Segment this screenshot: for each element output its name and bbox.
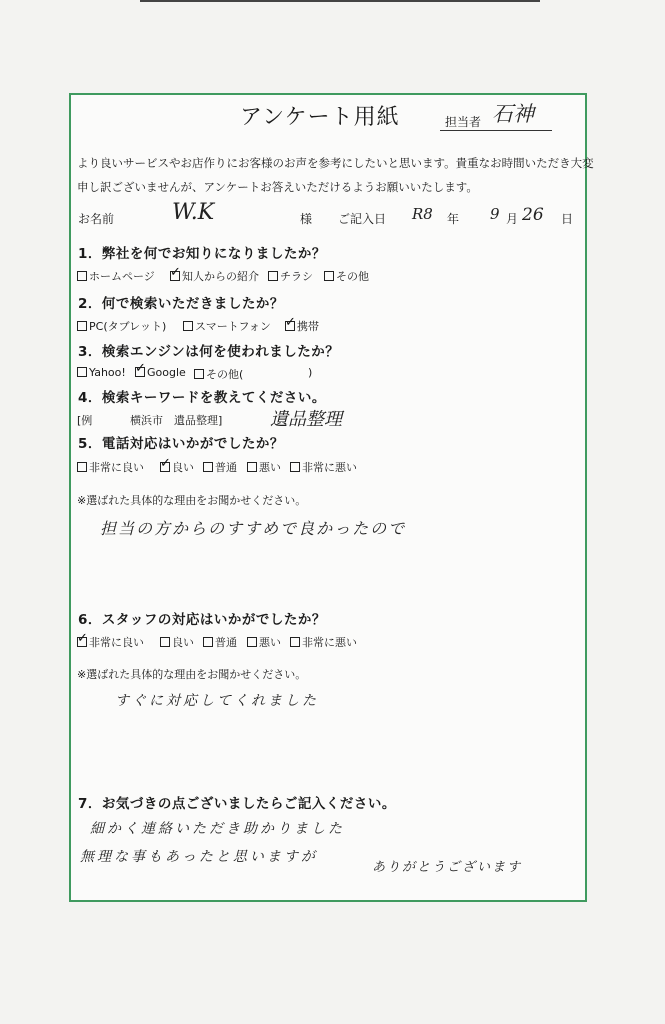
q1-option-referral[interactable]: ✓ 知人からの紹介	[170, 268, 259, 284]
sama-label: 様	[300, 212, 313, 226]
q7-comment-line-1: 細かく連絡いただき助かりました	[90, 821, 345, 837]
q7-title: 7．お気づきの点ございましたらご記入ください。	[78, 796, 396, 812]
q4-example-label: [例	[77, 414, 93, 427]
checkbox[interactable]	[290, 462, 300, 472]
checkbox[interactable]	[77, 462, 87, 472]
form-title: アンケート用紙	[240, 105, 400, 130]
q6-option-average[interactable]: 普通	[203, 634, 237, 650]
checkbox[interactable]	[183, 321, 193, 331]
q6-title: 6．スタッフの対応はいかがでしたか？	[78, 612, 326, 628]
checkbox[interactable]	[160, 637, 170, 647]
q6-reason-handwritten: すぐに対応してくれました	[115, 693, 319, 709]
q5-option-bad[interactable]: 悪い	[247, 459, 281, 475]
checkbox[interactable]	[290, 637, 300, 647]
q5-title: 5．電話対応はいかがでしたか？	[78, 436, 284, 452]
q7-comment-line-3: ありがとうございます	[372, 860, 523, 875]
checkbox-checked[interactable]	[135, 367, 145, 377]
q6-option-good[interactable]: 良い	[160, 634, 194, 650]
q5-option-good[interactable]: ✓ 良い	[160, 459, 194, 475]
day-handwritten: 26	[522, 205, 544, 225]
checkbox-checked[interactable]	[77, 637, 87, 647]
checkbox[interactable]	[324, 271, 334, 281]
scan-edge-line	[140, 0, 540, 2]
q1-title: 1．弊社を何でお知りになりましたか？	[78, 246, 326, 262]
staff-label: 担当者	[445, 115, 482, 129]
q6-option-bad[interactable]: 悪い	[247, 634, 281, 650]
checkbox-checked[interactable]	[160, 462, 170, 472]
q2-title: 2．何で検索いただきましたか？	[78, 296, 284, 312]
q5-reason-prompt: ※選ばれた具体的な理由をお聞かせください。	[77, 494, 307, 507]
checkbox[interactable]	[247, 637, 257, 647]
q5-option-average[interactable]: 普通	[203, 459, 237, 475]
q1-option-flyer[interactable]: チラシ	[268, 268, 313, 284]
q3-other-close-paren: )	[308, 366, 313, 379]
checkbox[interactable]	[77, 321, 87, 331]
q3-option-google[interactable]: ✓ Google	[135, 366, 186, 379]
q5-option-very-bad[interactable]: 非常に悪い	[290, 459, 357, 475]
q4-title: 4．検索キーワードを教えてください。	[78, 390, 326, 406]
q4-answer-handwritten: 遺品整理	[270, 409, 342, 430]
day-unit: 日	[561, 212, 574, 226]
checkbox[interactable]	[77, 367, 87, 377]
checkbox[interactable]	[77, 271, 87, 281]
checkbox[interactable]	[268, 271, 278, 281]
checkbox[interactable]	[203, 637, 213, 647]
q4-example-word: 遺品整理]	[174, 414, 223, 427]
checkbox-checked[interactable]	[170, 271, 180, 281]
q2-option-mobile[interactable]: ✓ 携帯	[285, 318, 319, 334]
q1-option-homepage[interactable]: ホームページ	[77, 268, 155, 284]
q4-example-city: 横浜市	[130, 414, 163, 427]
q6-option-very-good[interactable]: ✓非常に良い	[77, 634, 144, 650]
staff-name-handwritten: 石神	[492, 102, 534, 126]
checkbox-checked[interactable]	[285, 321, 295, 331]
q2-option-pc[interactable]: PC(タブレット)	[77, 318, 166, 334]
checkbox[interactable]	[194, 369, 204, 379]
q3-option-other[interactable]: その他(	[194, 366, 243, 382]
intro-line-1: より良いサービスやお店作りにお客様のお声を参考にしたいと思います。貴重なお時間いただき大変	[77, 156, 594, 170]
year-unit: 年	[447, 212, 460, 226]
month-unit: 月	[506, 212, 519, 226]
q7-comment-line-2: 無理な事もあったと思いますが	[80, 849, 318, 865]
q6-option-very-bad[interactable]: 非常に悪い	[290, 634, 357, 650]
q6-reason-prompt: ※選ばれた具体的な理由をお聞かせください。	[77, 668, 307, 681]
q5-option-very-good[interactable]: 非常に良い	[77, 459, 144, 475]
q3-title: 3．検索エンジンは何を使われましたか？	[78, 344, 340, 360]
era-handwritten: R8	[412, 205, 433, 223]
intro-line-2: 申し訳ございませんが、アンケートお答えいただけるようお願いいたします。	[77, 180, 478, 194]
q5-reason-handwritten: 担当の方からのすすめで良かったので	[100, 519, 407, 538]
name-handwritten: W.K	[172, 200, 215, 225]
month-handwritten: 9	[490, 205, 500, 223]
date-label: ご記入日	[338, 212, 387, 226]
checkbox[interactable]	[203, 462, 213, 472]
name-label: お名前	[78, 212, 115, 226]
q1-option-other[interactable]: その他	[324, 268, 369, 284]
q2-option-smartphone[interactable]: スマートフォン	[183, 318, 271, 334]
staff-underline	[440, 130, 552, 131]
q3-option-yahoo[interactable]: Yahoo!	[77, 366, 126, 379]
checkbox[interactable]	[247, 462, 257, 472]
